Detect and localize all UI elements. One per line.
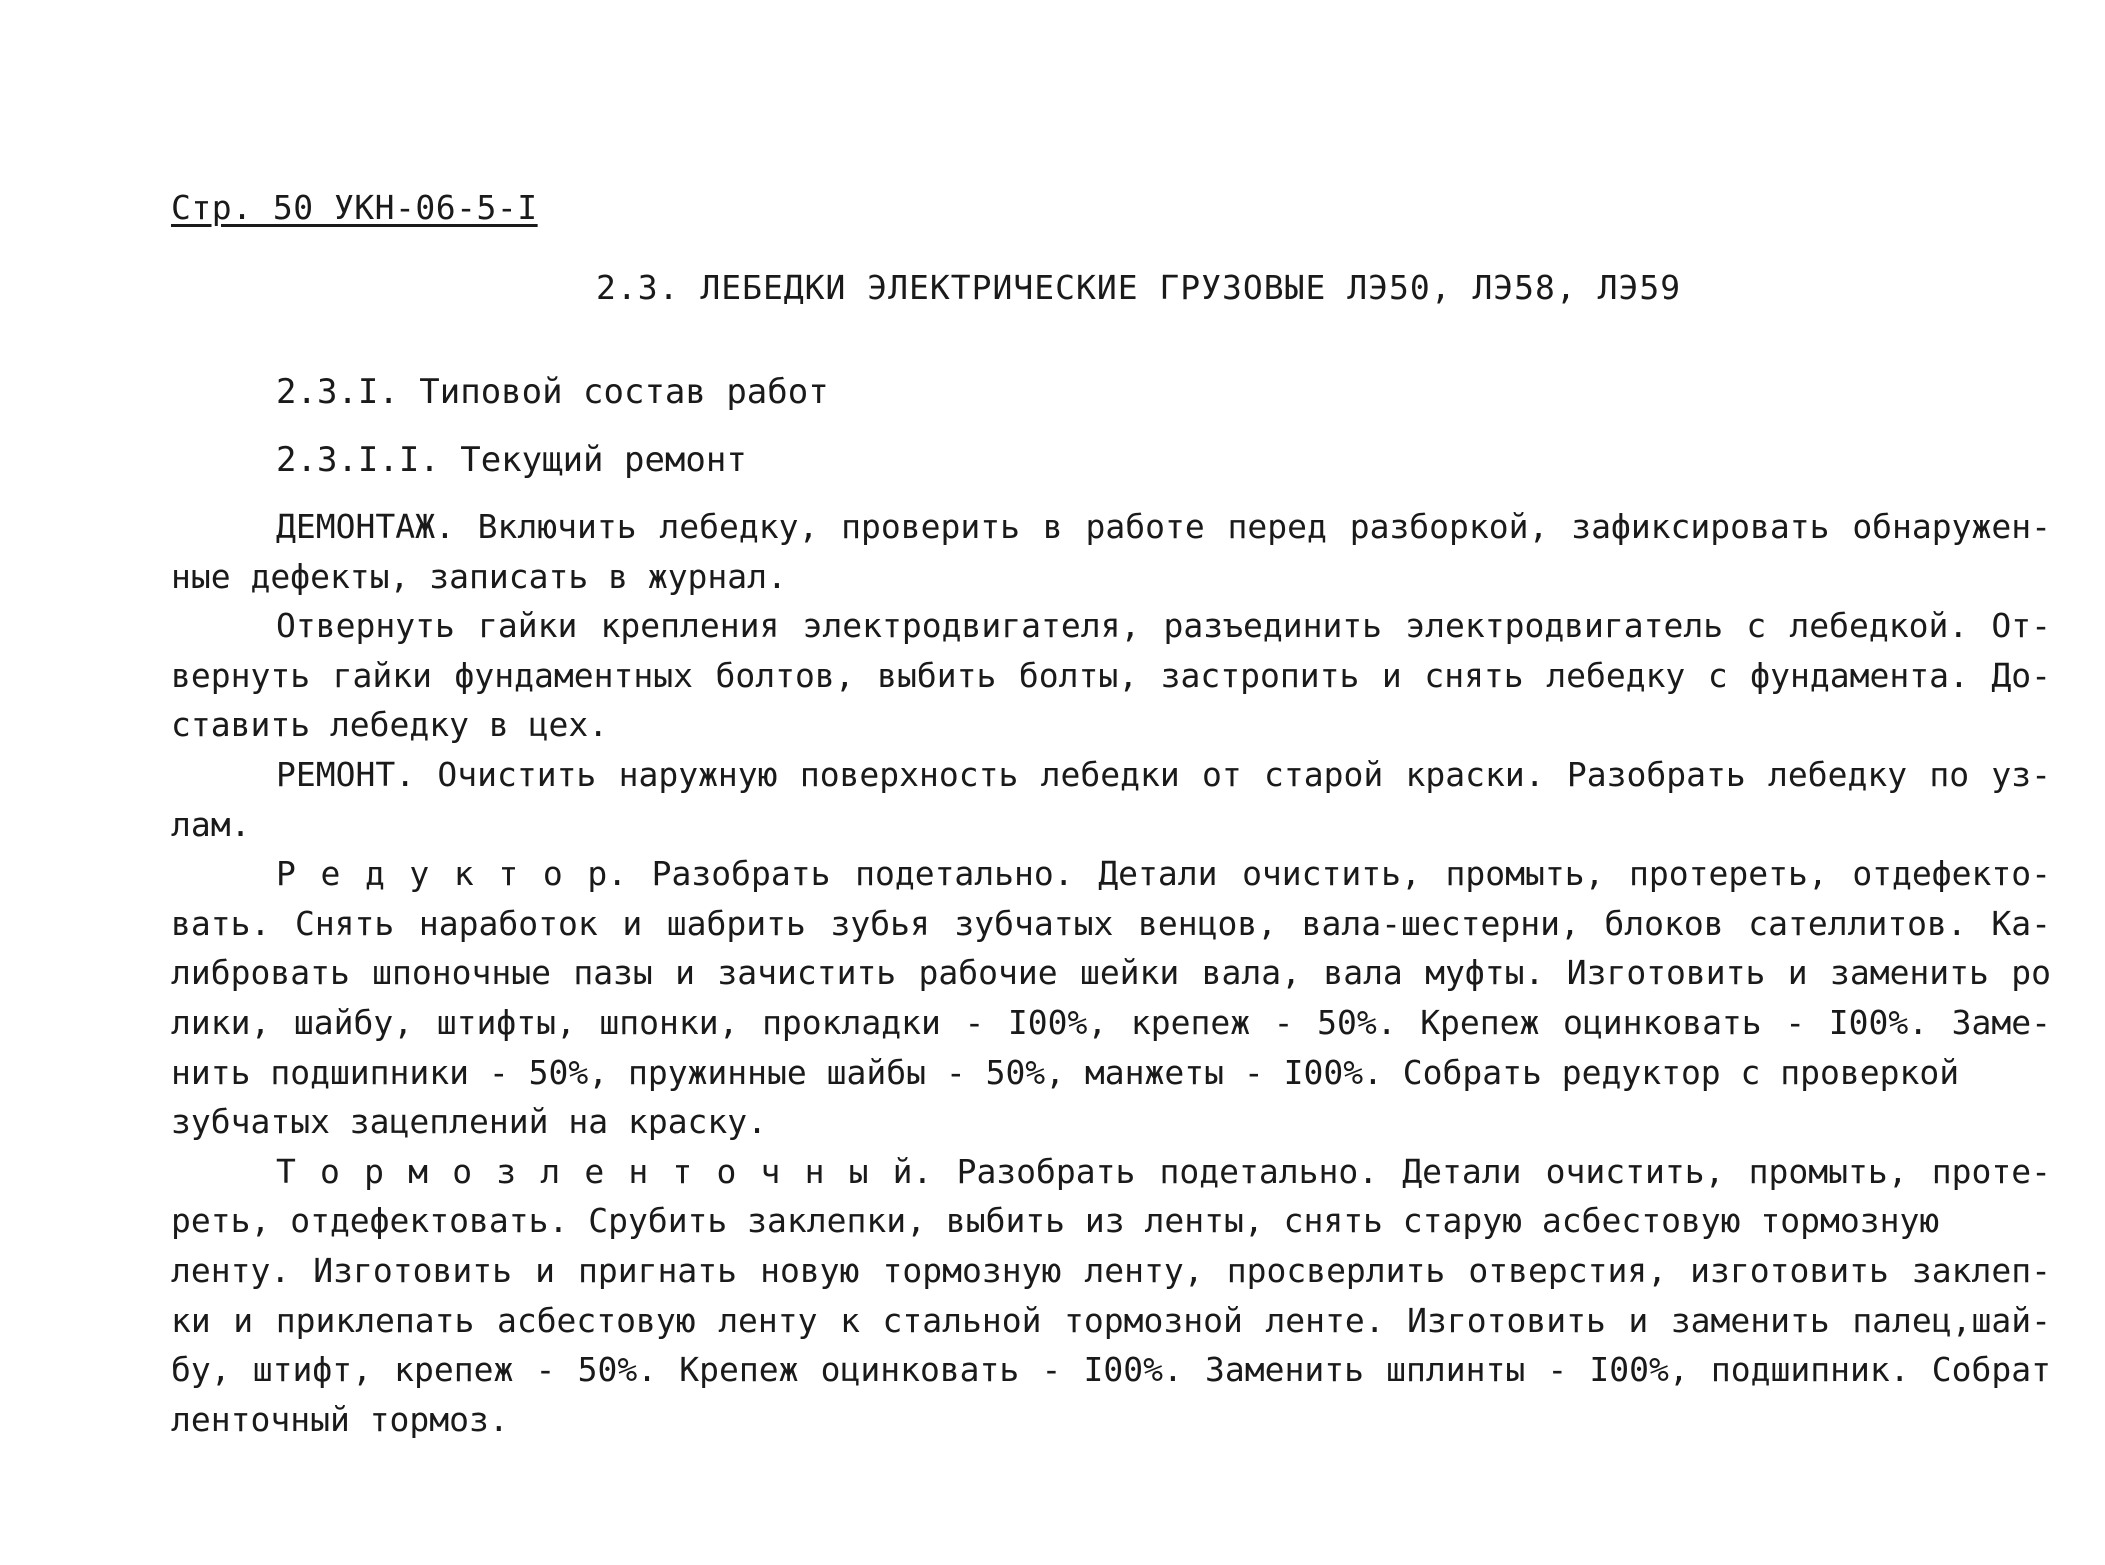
text-line: ленту. Изготовить и пригнать новую тормозную ленту, просверлить отверстия, изготовить заклеп- — [171, 1250, 2051, 1290]
section-title: 2.3. ЛЕБЕДКИ ЭЛЕКТРИЧЕСКИЕ ГРУЗОВЫЕ ЛЭ50, ЛЭ58, ЛЭ59 — [596, 268, 1682, 307]
text-line: лики, шайбу, штифты, шпонки, прокладки - I00%, крепеж - 50%. Крепеж оцинковать - I00%. Заме- — [171, 1002, 2051, 1042]
text-line: лам. — [171, 804, 251, 844]
body-text — [171, 502, 2051, 1444]
text-line: нить подшипники - 50%, пружинные шайбы - 50%, манжеты - I00%. Собрать редуктор с проверкой — [171, 1052, 1960, 1092]
text-line: вернуть гайки фундаментных болтов, выбить болты, застропить и снять лебедку с фундамента. До- — [171, 655, 2051, 695]
text-line: либровать шпоночные пазы и зачистить рабочие шейки вала, вала муфты. Изготовить и заменить ро — [171, 953, 2051, 993]
text-line: бу, штифт, крепеж - 50%. Крепеж оцинковать - I00%. Заменить шплинты - I00%, подшипник. Собрат — [171, 1350, 2051, 1390]
subsection-heading: 2.3.I. Типовой состав работ — [276, 372, 829, 412]
text-line: ДЕМОНТАЖ. Включить лебедку, проверить в работе перед разборкой, зафиксировать обнаружен- — [276, 507, 2051, 546]
text-line: вать. Снять наработок и шабрить зубья зубчатых венцов, вала-шестерни, блоков сателлитов. Ка- — [171, 903, 2051, 943]
text-line: ные дефекты, записать в журнал. — [171, 556, 787, 596]
text-line: Т о р м о з л е н т о ч н ы й. Разобрать подетально. Детали очистить, промыть, проте- — [276, 1151, 2051, 1191]
text-line: ленточный тормоз. — [171, 1399, 509, 1439]
subsubsection-heading: 2.3.I.I. Текущий ремонт — [276, 440, 747, 480]
text-line: ставить лебедку в цех. — [171, 705, 609, 745]
text-line: зубчатых зацеплений на краску. — [171, 1102, 768, 1142]
text-line: Отвернуть гайки крепления электродвигателя, разъединить электродвигатель с лебедкой. От- — [276, 606, 2051, 646]
text-line: ки и приклепать асбестовую ленту к стальной тормозной ленте. Изготовить и заменить палец,шай- — [171, 1300, 2051, 1340]
page-header: Стр. 50 УКН-06-5-I — [171, 188, 538, 227]
text-line: Р е д у к т о р. Разобрать подетально. Детали очистить, промыть, протереть, отдефекто- — [276, 854, 2051, 894]
text-line: реть, отдефектовать. Срубить заклепки, выбить из ленты, снять старую асбестовую тормозную — [171, 1201, 1940, 1241]
text-line: РЕМОНТ. Очистить наружную поверхность лебедки от старой краски. Разобрать лебедку по уз- — [276, 754, 2051, 794]
